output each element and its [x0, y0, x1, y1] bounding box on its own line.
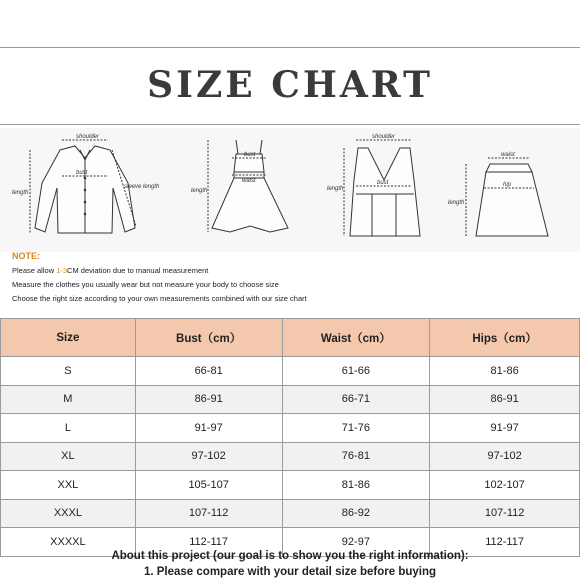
note-line-1-pre: Please allow — [12, 266, 57, 275]
dress-length-label: length — [191, 188, 208, 194]
note-title: NOTE: — [12, 251, 40, 261]
blouse-bust-label: bust — [76, 170, 88, 176]
skirt-hip-label: hip — [503, 182, 512, 188]
size-table — [0, 318, 580, 557]
table-row — [1, 385, 580, 414]
blouse-sleeve-label: sleeve length — [124, 184, 160, 190]
cell-bust: 91-97 — [135, 414, 282, 443]
skirt-sketch — [466, 158, 548, 236]
cell-size: M — [1, 385, 136, 414]
cell-size: XXXL — [1, 499, 136, 528]
top-divider — [0, 47, 580, 48]
cell-waist: 66-71 — [282, 385, 430, 414]
dress-bust-label: bust — [244, 152, 256, 158]
garment-illustrations — [0, 128, 580, 252]
table-row — [1, 442, 580, 471]
cell-waist: 71-76 — [282, 414, 430, 443]
note-line-2: Measure the clothes you usually wear but not measure your body to choose size — [12, 280, 279, 289]
header-bust: Bust（cm） — [135, 319, 282, 357]
cell-hips: 107-112 — [430, 499, 580, 528]
cell-size: XXXXL — [1, 528, 136, 557]
size-table-header-row — [1, 319, 580, 357]
cell-bust: 97-102 — [135, 442, 282, 471]
table-row — [1, 357, 580, 386]
cell-bust: 66-81 — [135, 357, 282, 386]
footer-line-2: 1. Please compare with your detail size before buying — [143, 566, 437, 578]
blouse-shoulder-label: shoulder — [76, 134, 100, 140]
cell-hips: 81-86 — [430, 357, 580, 386]
cell-bust: 86-91 — [135, 385, 282, 414]
cell-hips: 112-117 — [430, 528, 580, 557]
cell-bust: 105-107 — [135, 471, 282, 500]
cell-size: XXL — [1, 471, 136, 500]
blouse-sketch — [30, 140, 136, 233]
note-line-1-highlight: 1-3 — [56, 266, 68, 275]
tank-top-sketch — [344, 140, 420, 236]
top-length-label: length — [327, 186, 344, 192]
note-line-1 — [12, 266, 208, 275]
footer-line-1: About this project (our goal is to show you the right information): — [111, 550, 469, 562]
table-row — [1, 499, 580, 528]
cell-hips: 86-91 — [430, 385, 580, 414]
cell-hips: 91-97 — [430, 414, 580, 443]
header-waist: Waist（cm） — [282, 319, 430, 357]
cell-waist: 86-92 — [282, 499, 430, 528]
garment-sketches — [0, 128, 580, 252]
cell-bust: 112-117 — [135, 528, 282, 557]
skirt-waist-label: waist — [501, 152, 515, 158]
table-row — [1, 414, 580, 443]
dress-waist-label: waist — [242, 178, 256, 184]
cell-bust: 107-112 — [135, 499, 282, 528]
cell-hips: 102-107 — [430, 471, 580, 500]
top-shoulder-label: shoulder — [372, 134, 396, 140]
cell-size: XL — [1, 442, 136, 471]
cell-waist: 61-66 — [282, 357, 430, 386]
note-line-1-post: CM deviation due to manual measurement — [67, 266, 209, 275]
cell-waist: 76-81 — [282, 442, 430, 471]
blouse-length-label: length — [12, 190, 29, 196]
page-title: SIZE CHART — [147, 64, 433, 106]
cell-waist: 81-86 — [282, 471, 430, 500]
cell-size: L — [1, 414, 136, 443]
cell-size: S — [1, 357, 136, 386]
top-bust-label: bust — [377, 180, 389, 186]
header-size: Size — [1, 319, 136, 357]
title-divider — [0, 124, 580, 125]
table-row — [1, 471, 580, 500]
header-hips: Hips（cm） — [430, 319, 580, 357]
skirt-length-label: length — [448, 200, 465, 206]
cell-waist: 92-97 — [282, 528, 430, 557]
cell-hips: 97-102 — [430, 442, 580, 471]
note-line-3: Choose the right size according to your own measurements combined with our size chart — [12, 294, 307, 303]
